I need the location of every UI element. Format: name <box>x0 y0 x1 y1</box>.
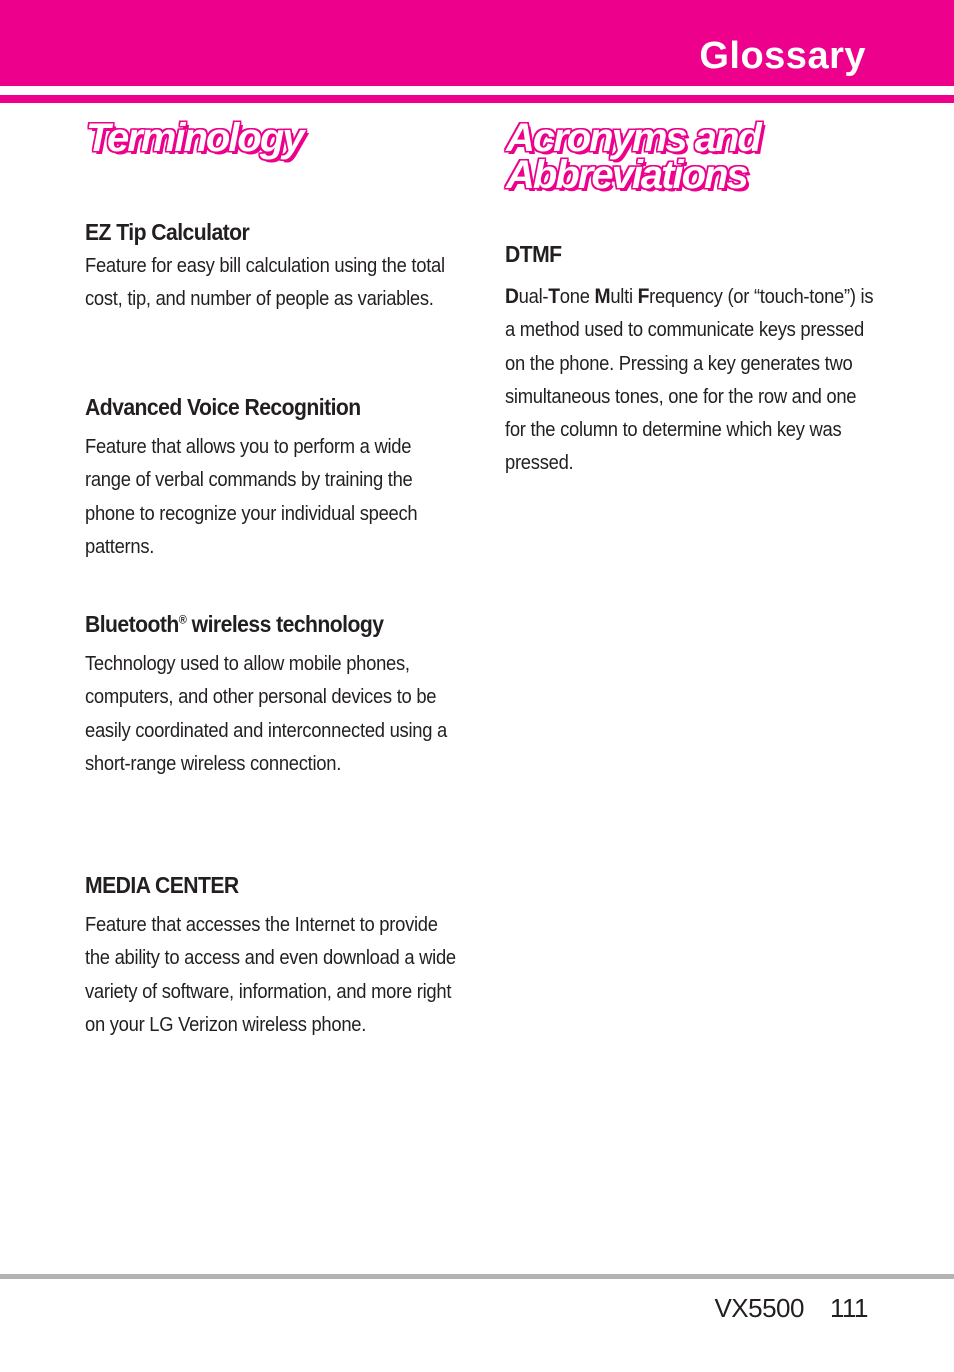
header-rule <box>0 95 954 103</box>
term-title-main: Bluetooth <box>85 611 179 637</box>
term-title: Advanced Voice Recognition <box>85 394 361 420</box>
term-title: DTMF <box>505 241 562 267</box>
term-title <box>85 610 427 638</box>
page-number: 111 <box>829 1293 868 1323</box>
acronyms-heading <box>506 116 886 197</box>
footer-rule <box>0 1274 954 1279</box>
page-title: Glossary <box>699 35 866 77</box>
acronyms-heading-line1: Acronyms and <box>506 116 760 160</box>
term-description: Technology used to allow mobile phones, computers, and other personal devices to be easily coordinated and interconnected using a short-range wireless connection. <box>85 653 447 775</box>
word-fragment: requency (or “touch-tone”) is a method used to communicate keys pressed on the phone. Pressing a key generates two simultaneous tones, one for the row and one for the column to determine which key was pressed. <box>505 286 874 475</box>
initial-f: F <box>637 285 650 308</box>
initial-d: D <box>505 285 519 308</box>
word-fragment: ual- <box>518 286 549 308</box>
term-title-rest: wireless technology <box>186 611 384 637</box>
term-title: EZ Tip Calculator <box>85 219 250 245</box>
term-dtmf <box>505 240 877 481</box>
term-description: Feature for easy bill calculation using the total cost, tip, and number of people as variables. <box>85 255 445 311</box>
term-bluetooth <box>85 610 457 781</box>
terminology-heading: Terminology <box>86 116 303 160</box>
model-name: VX5500 <box>714 1293 804 1323</box>
term-description: Feature that allows you to perform a wide range of verbal commands by training the phone to recognize your individual speech patterns. <box>85 436 418 558</box>
word-fragment: ulti <box>610 286 638 308</box>
word-fragment: one <box>559 286 595 308</box>
term-description: Feature that accesses the Internet to provide the ability to access and even download a wide variety of software, information, and more right on your LG Verizon wireless phone. <box>85 914 456 1036</box>
footer <box>714 1292 868 1324</box>
acronyms-heading-line2: Abbreviations <box>506 153 747 197</box>
registered-mark: ® <box>178 612 187 627</box>
term-advanced-voice-recognition <box>85 393 457 564</box>
term-ez-tip-calculator <box>85 218 457 317</box>
initial-t: T <box>548 285 560 308</box>
term-media-center <box>85 871 457 1042</box>
term-title: MEDIA CENTER <box>85 872 239 898</box>
term-description <box>505 280 877 481</box>
initial-m: M <box>594 285 611 308</box>
